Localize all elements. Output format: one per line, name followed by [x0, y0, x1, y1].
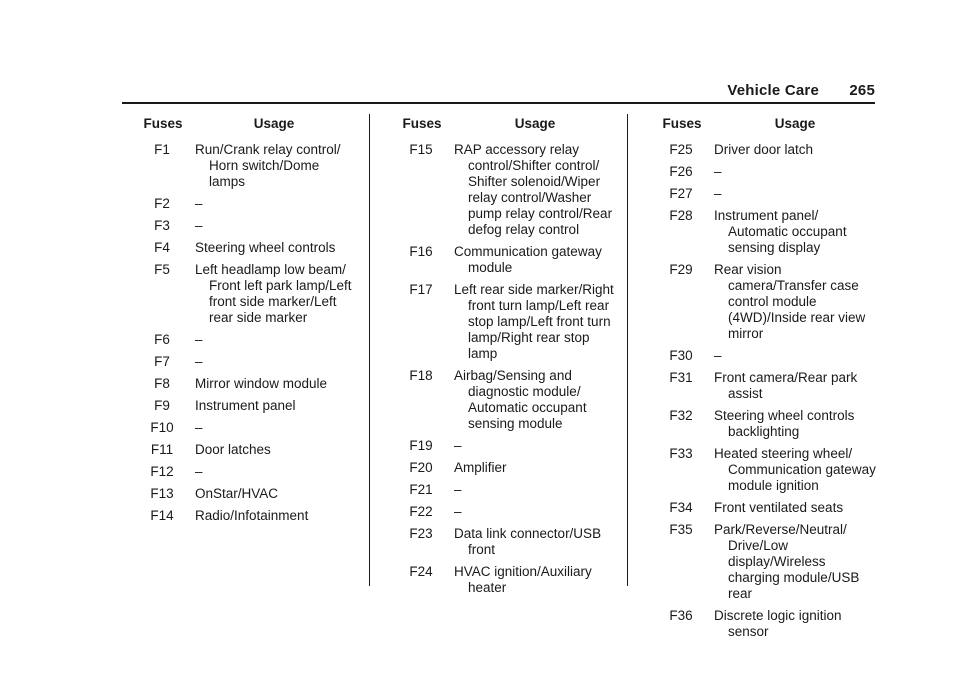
- table-row: [652, 186, 878, 202]
- table-row: [133, 464, 355, 480]
- fuse-usage: –: [714, 164, 722, 179]
- fuse-usage: Front camera/Rear park assist: [714, 370, 858, 401]
- table-row: [652, 522, 878, 602]
- fuse-usage: –: [195, 332, 203, 347]
- fuse-id: F31: [669, 370, 693, 385]
- table-row: [652, 262, 878, 342]
- usage-header: Usage: [253, 116, 295, 131]
- fuse-id: F21: [409, 482, 433, 497]
- fuse-id: F12: [150, 464, 174, 479]
- fuse-id: F29: [669, 262, 693, 277]
- table-row: [392, 504, 618, 520]
- fuse-id: F13: [150, 486, 174, 501]
- fuse-id: F7: [154, 354, 170, 369]
- table-row: [652, 164, 878, 180]
- fuse-usage: Front ventilated seats: [714, 500, 844, 515]
- fuse-usage: –: [454, 438, 462, 453]
- fuse-id: F14: [150, 508, 174, 523]
- table-row: [133, 354, 355, 370]
- table-row: [652, 446, 878, 494]
- fuse-usage: Communication gateway module: [454, 244, 602, 275]
- fuse-usage: Park/Reverse/Neutral/ Drive/Low display/Wireless charging module/USB rear: [714, 522, 860, 601]
- fuse-id: F20: [409, 460, 433, 475]
- fuse-usage: –: [195, 464, 203, 479]
- fuse-usage: –: [195, 196, 203, 211]
- table-row: [652, 208, 878, 256]
- usage-header: Usage: [774, 116, 816, 131]
- fuse-id: F6: [154, 332, 170, 347]
- fuse-usage: Amplifier: [454, 460, 507, 475]
- fuse-usage: Left rear side marker/Right front turn lamp/Left rear stop lamp/Left front turn lamp/Right rear stop lamp: [454, 282, 614, 361]
- fuse-id: F15: [409, 142, 433, 157]
- fuse-id: F18: [409, 368, 433, 383]
- fuse-usage: Heated steering wheel/ Communication gateway module ignition: [714, 446, 876, 493]
- fuse-table-column-3: [652, 116, 878, 646]
- table-row: [392, 564, 618, 596]
- page-number: 265: [849, 82, 875, 99]
- fuses-header: Fuses: [662, 116, 702, 131]
- fuse-usage: Mirror window module: [195, 376, 328, 391]
- fuse-usage: Run/Crank relay control/ Horn switch/Dome lamps: [195, 142, 341, 189]
- fuse-id: F33: [669, 446, 693, 461]
- fuse-id: F26: [669, 164, 693, 179]
- fuse-usage: Instrument panel: [195, 398, 296, 413]
- fuse-id: F9: [154, 398, 170, 413]
- fuse-usage: –: [195, 354, 203, 369]
- fuse-id: F17: [409, 282, 433, 297]
- fuse-id: F3: [154, 218, 170, 233]
- fuse-id: F4: [154, 240, 170, 255]
- fuse-usage: Steering wheel controls backlighting: [714, 408, 855, 439]
- table-row: [392, 282, 618, 362]
- table-row: [392, 438, 618, 454]
- fuses-header: Fuses: [143, 116, 183, 131]
- table-row: [133, 398, 355, 414]
- fuse-id: F10: [150, 420, 174, 435]
- table-row: [133, 218, 355, 234]
- fuse-id: F24: [409, 564, 433, 579]
- fuse-id: F5: [154, 262, 170, 277]
- column-divider: [627, 114, 628, 586]
- fuse-id: F19: [409, 438, 433, 453]
- fuse-table-column-1: [133, 116, 355, 530]
- fuse-usage: RAP accessory relay control/Shifter control/ Shifter solenoid/Wiper relay control/Washer pump relay control/Rear defog relay control: [454, 142, 613, 237]
- table-row: [133, 442, 355, 458]
- fuse-usage: –: [454, 504, 462, 519]
- fuse-usage: –: [195, 420, 203, 435]
- header-rule: [122, 102, 875, 104]
- table-row: [392, 142, 618, 238]
- fuse-id: F23: [409, 526, 433, 541]
- table-row: [652, 408, 878, 440]
- fuse-usage: –: [714, 186, 722, 201]
- table-header: [133, 116, 355, 132]
- fuse-usage: Radio/Infotainment: [195, 508, 309, 523]
- fuse-id: F2: [154, 196, 170, 211]
- fuse-table-column-2: [392, 116, 618, 602]
- fuse-id: F35: [669, 522, 693, 537]
- table-row: [133, 508, 355, 524]
- table-row: [652, 370, 878, 402]
- fuse-usage: Driver door latch: [714, 142, 814, 157]
- fuse-usage: –: [714, 348, 722, 363]
- table-row: [133, 240, 355, 256]
- table-row: [392, 482, 618, 498]
- table-row: [392, 368, 618, 432]
- fuse-id: F22: [409, 504, 433, 519]
- table-row: [652, 142, 878, 158]
- page-header: [727, 82, 875, 99]
- fuse-usage: Steering wheel controls: [195, 240, 336, 255]
- table-header: [652, 116, 878, 132]
- fuse-usage: Data link connector/USB front: [454, 526, 602, 557]
- section-title: Vehicle Care: [727, 82, 819, 99]
- table-row: [133, 376, 355, 392]
- table-row: [133, 420, 355, 436]
- fuse-id: F11: [150, 442, 174, 457]
- fuse-id: F32: [669, 408, 693, 423]
- table-row: [133, 486, 355, 502]
- fuses-header: Fuses: [402, 116, 442, 131]
- fuse-usage: Door latches: [195, 442, 271, 457]
- fuse-usage: Discrete logic ignition sensor: [714, 608, 842, 639]
- column-divider: [369, 114, 370, 586]
- fuse-id: F28: [669, 208, 693, 223]
- fuse-usage: OnStar/HVAC: [195, 486, 279, 501]
- table-header: [392, 116, 618, 132]
- table-row: [392, 526, 618, 558]
- fuse-usage: –: [454, 482, 462, 497]
- fuse-usage: –: [195, 218, 203, 233]
- fuse-id: F36: [669, 608, 693, 623]
- table-row: [652, 608, 878, 640]
- fuse-id: F16: [409, 244, 433, 259]
- fuse-id: F8: [154, 376, 170, 391]
- table-row: [392, 460, 618, 476]
- fuse-usage: Left headlamp low beam/ Front left park lamp/Left front side marker/Left rear side marker: [195, 262, 352, 325]
- fuse-usage: Rear vision camera/Transfer case control module (4WD)/Inside rear view mirror: [714, 262, 866, 341]
- table-row: [392, 244, 618, 276]
- usage-header: Usage: [514, 116, 556, 131]
- fuse-id: F30: [669, 348, 693, 363]
- table-row: [652, 348, 878, 364]
- table-row: [652, 500, 878, 516]
- table-row: [133, 142, 355, 190]
- fuse-usage: HVAC ignition/Auxiliary heater: [454, 564, 592, 595]
- fuse-id: F34: [669, 500, 693, 515]
- table-row: [133, 262, 355, 326]
- fuse-usage: Airbag/Sensing and diagnostic module/ Automatic occupant sensing module: [454, 368, 587, 431]
- fuse-id: F25: [669, 142, 693, 157]
- fuse-id: F27: [669, 186, 693, 201]
- fuse-usage: Instrument panel/ Automatic occupant sensing display: [714, 208, 847, 255]
- table-row: [133, 332, 355, 348]
- table-row: [133, 196, 355, 212]
- fuse-id: F1: [154, 142, 170, 157]
